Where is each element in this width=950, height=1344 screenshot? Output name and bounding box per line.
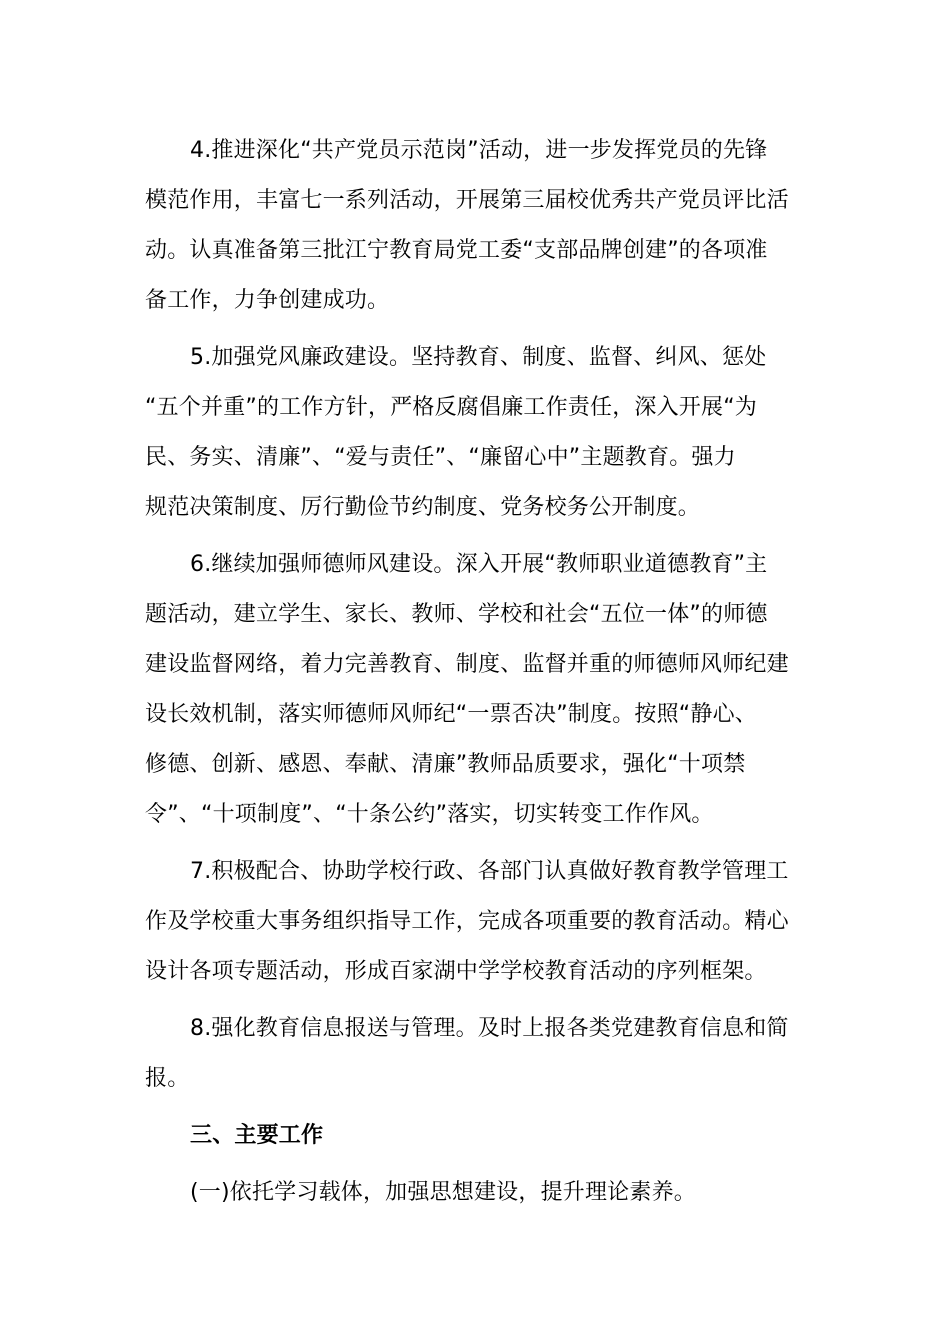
paragraph-8-line-1: 8.强化教育信息报送与管理。及时上报各类党建教育信息和简 [190,1016,789,1041]
paragraph-5-line-4: 规范决策制度、厉行勤俭节约制度、党务校务公开制度。 [145,495,701,520]
section-heading: 三、主要工作 [190,1123,324,1148]
paragraph-7-line-3: 设计各项专题活动，形成百家湖中学学校教育活动的序列框架。 [145,959,767,984]
paragraph-6-line-3: 建设监督网络，着力完善教育、制度、监督并重的师德师风师纪建 [145,652,789,677]
paragraph-6-line-2: 题活动，建立学生、家长、教师、学校和社会“五位一体”的师德 [145,602,768,627]
paragraph-4-line-1: 4.推进深化“共产党员示范岗”活动，进一步发挥党员的先锋 [190,138,768,163]
paragraph-5-line-2: “五个并重”的工作方针，严格反腐倡廉工作责任，深入开展“为 [145,395,757,420]
paragraph-5-line-1: 5.加强党风廉政建设。坚持教育、制度、监督、纠风、惩处 [190,345,767,370]
paragraph-4-line-4: 备工作，力争创建成功。 [145,288,390,313]
paragraph-4-line-2: 模范作用，丰富七一系列活动，开展第三届校优秀共产党员评比活 [145,188,789,213]
paragraph-6-line-4: 设长效机制，落实师德师风师纪“一票否决”制度。按照“静心、 [145,702,757,727]
paragraph-4-line-3: 动。认真准备第三批江宁教育局党工委“支部品牌创建”的各项准 [145,238,768,263]
paragraph-7-line-1: 7.积极配合、协助学校行政、各部门认真做好教育教学管理工 [190,859,789,884]
paragraph-6-line-6: 令”、“十项制度”、“十条公约”落实，切实转变工作作风。 [145,802,714,827]
paragraph-6-line-1: 6.继续加强师德师风建设。深入开展“教师职业道德教育”主 [190,552,768,577]
subsection-heading: (一)依托学习载体，加强思想建设，提升理论素养。 [190,1180,696,1205]
paragraph-8-line-2: 报。 [145,1066,190,1091]
paragraph-5-line-3: 民、务实、清廉”、“爱与责任”、“廉留心中”主题教育。强力 [145,445,736,470]
paragraph-6-line-5: 修德、创新、感恩、奉献、清廉”教师品质要求，强化“十项禁 [145,752,746,777]
paragraph-7-line-2: 作及学校重大事务组织指导工作，完成各项重要的教育活动。精心 [145,909,789,934]
